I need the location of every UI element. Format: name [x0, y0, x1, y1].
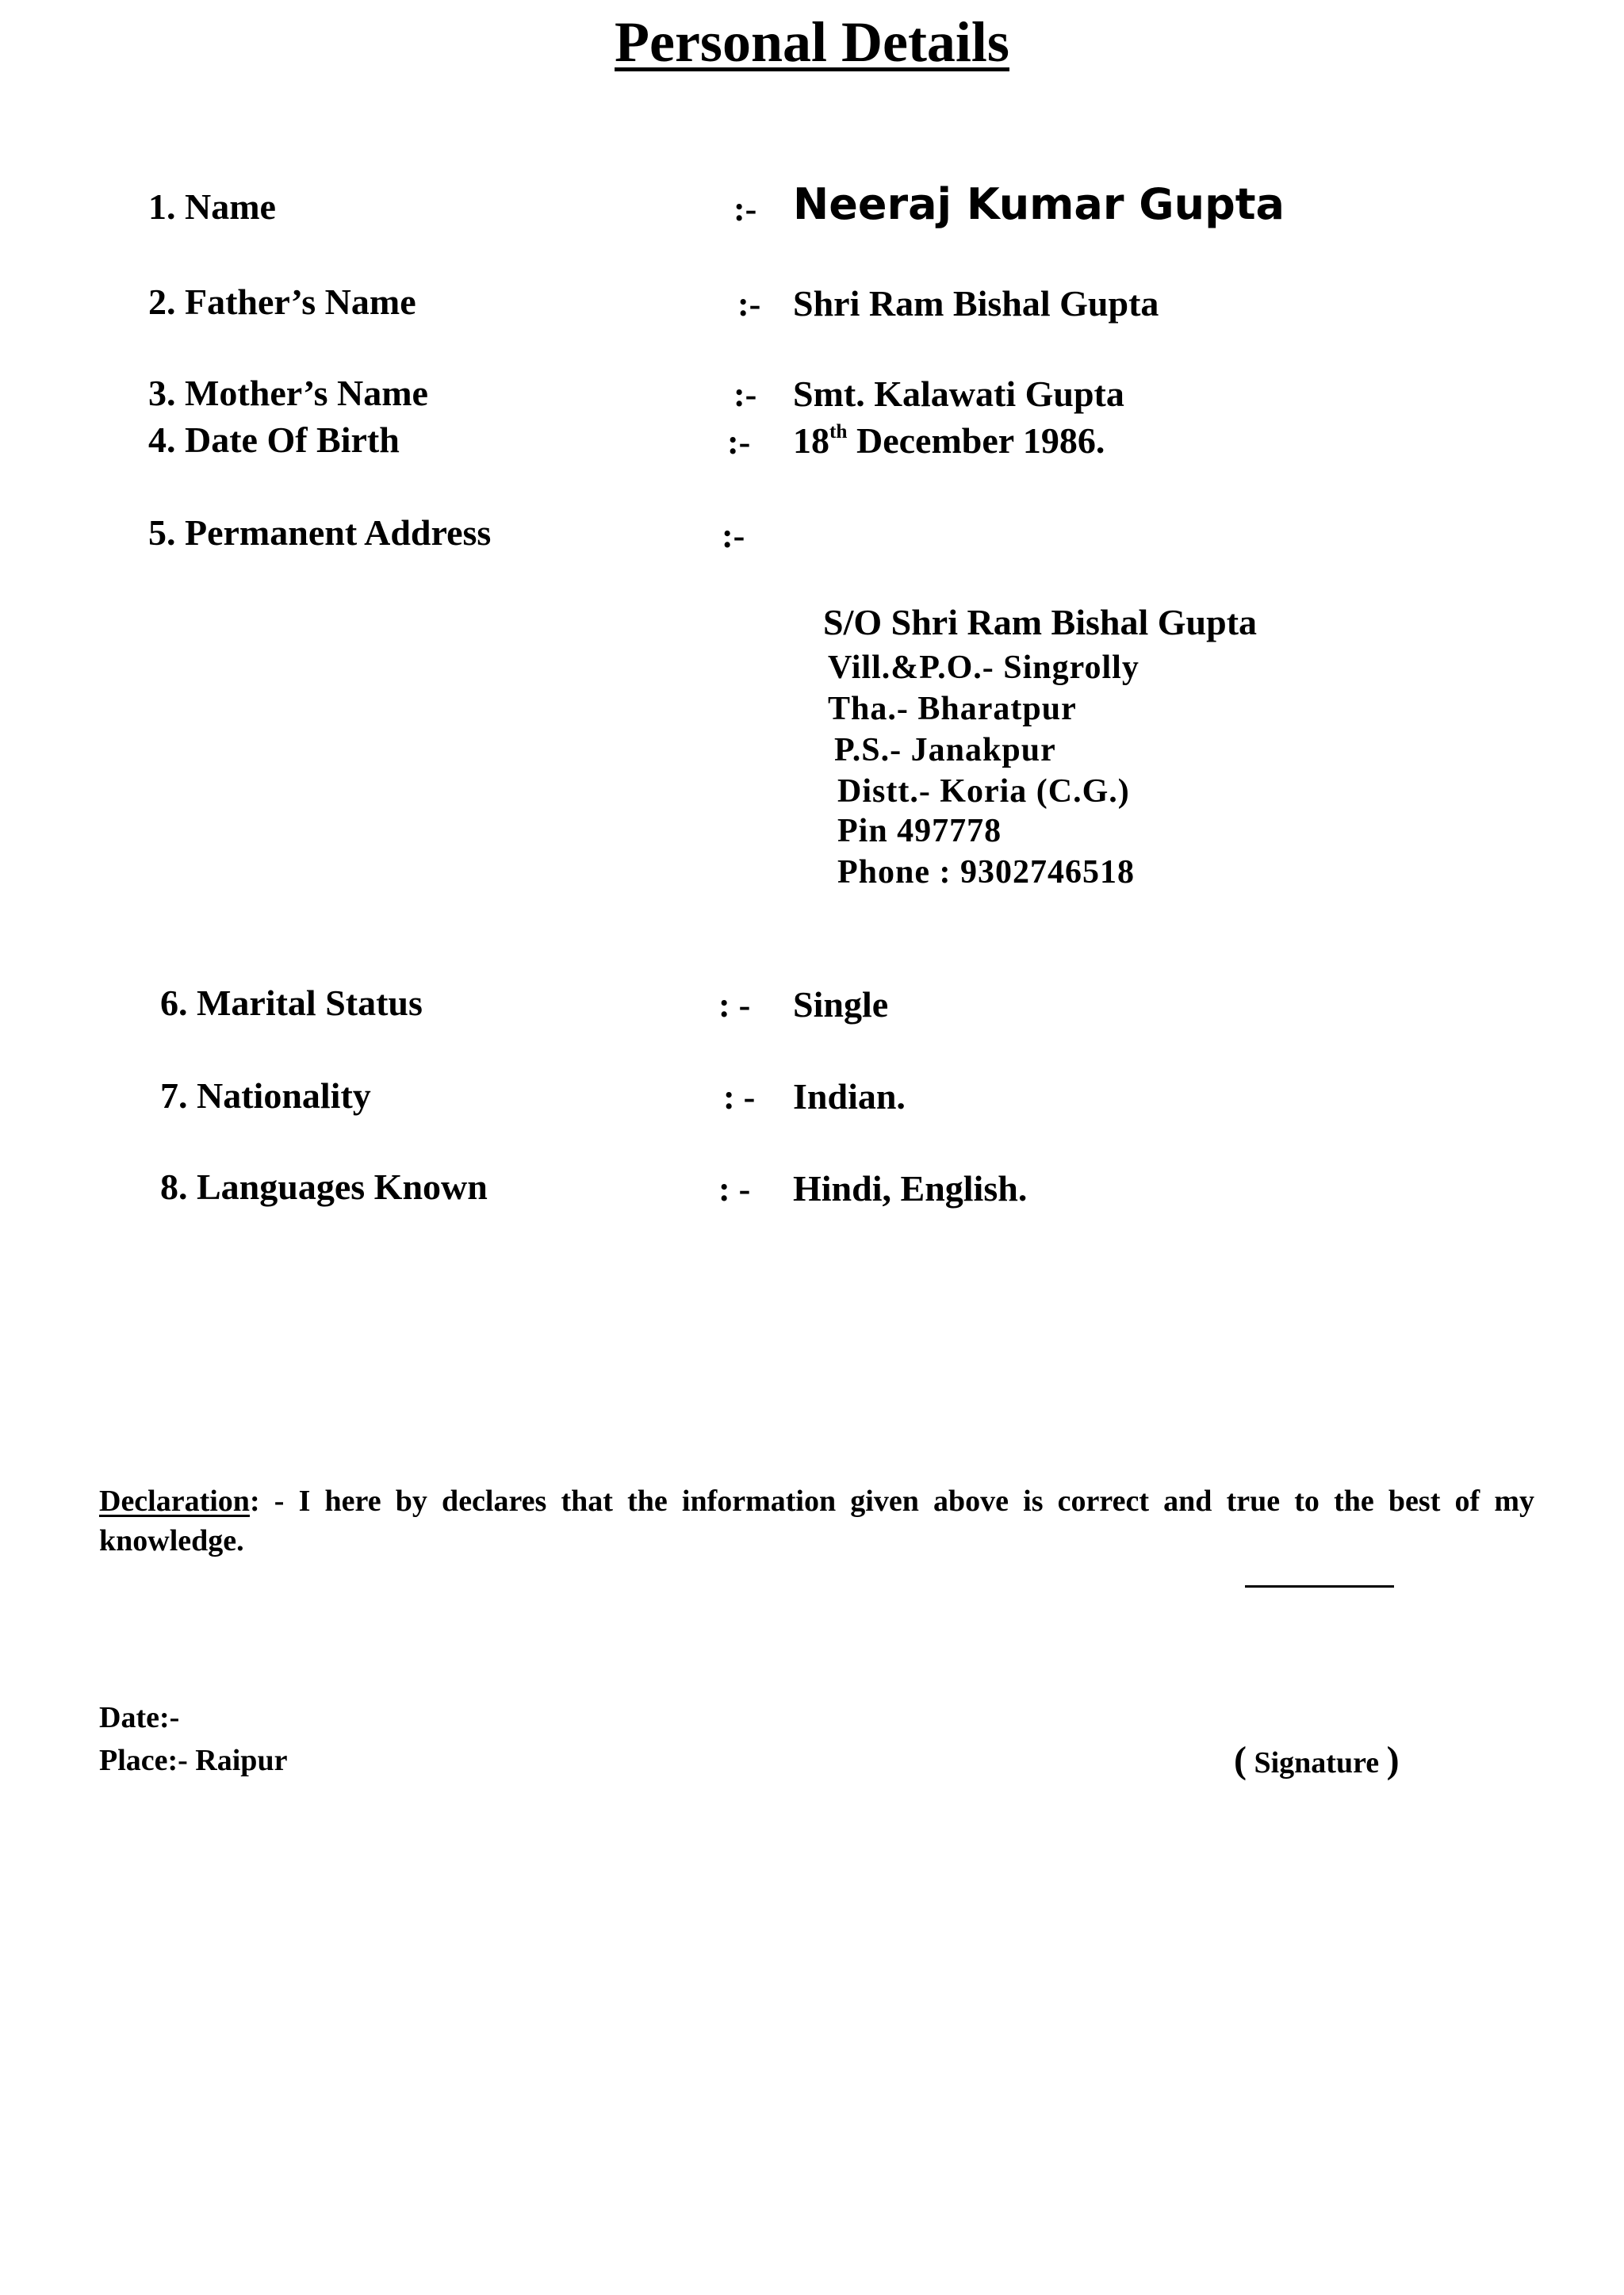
marital-status-value: Single: [793, 984, 889, 1025]
signature-text: Signature: [1246, 1746, 1387, 1780]
mother-name-label: 3. Mother’s Name: [148, 373, 428, 413]
dob-label: 4. Date Of Birth: [148, 420, 400, 460]
page-title: Personal Details: [615, 10, 1009, 74]
signature-close-paren: ): [1386, 1739, 1400, 1781]
address-line-7: Phone : 9302746518: [837, 854, 1135, 891]
nationality-label: 7. Nationality: [160, 1075, 371, 1116]
signature-open-paren: (: [1234, 1739, 1247, 1781]
languages-value: Hindi, English.: [793, 1168, 1028, 1209]
address-line-5: Distt.- Koria (C.G.): [837, 773, 1130, 810]
name-value: Neeraj Kumar Gupta: [793, 179, 1285, 229]
dob-day: 18: [793, 420, 829, 461]
address-line-6: Pin 497778: [837, 813, 1002, 849]
marital-status-label: 6. Marital Status: [160, 983, 423, 1023]
father-name-value: Shri Ram Bishal Gupta: [793, 283, 1159, 324]
place-label: Place:- Raipur: [99, 1744, 288, 1777]
signature-caption: [1234, 1738, 1400, 1782]
marital-status-separator: : -: [718, 986, 751, 1025]
address-separator: :-: [722, 516, 745, 555]
address-label: 5. Permanent Address: [148, 512, 492, 553]
declaration-text: : - I here by declares that the information given above is correct and true to the best of my knowledge.: [99, 1485, 1534, 1557]
name-separator: :-: [733, 190, 757, 228]
dob-separator: :-: [727, 423, 751, 462]
dob-value: [793, 420, 1105, 462]
address-line-2: Vill.&P.O.- Singrolly: [828, 649, 1139, 686]
languages-separator: : -: [718, 1170, 751, 1209]
mother-name-separator: :-: [733, 375, 757, 414]
nationality-value: Indian.: [793, 1076, 906, 1117]
mother-name-value: Smt. Kalawati Gupta: [793, 374, 1124, 414]
dob-rest: December 1986.: [847, 420, 1105, 461]
signature-line: [1245, 1585, 1394, 1588]
address-line-1: S/O Shri Ram Bishal Gupta: [823, 602, 1258, 642]
address-line-4: P.S.- Janakpur: [834, 732, 1056, 768]
father-name-label: 2. Father’s Name: [148, 282, 416, 322]
dob-suffix: th: [829, 420, 848, 443]
name-label: 1. Name: [148, 186, 276, 227]
languages-label: 8. Languages Known: [160, 1167, 488, 1207]
date-label: Date:-: [99, 1701, 180, 1734]
declaration: [99, 1481, 1534, 1561]
nationality-separator: : -: [723, 1078, 756, 1117]
declaration-label: Declaration: [99, 1485, 250, 1518]
father-name-separator: :-: [737, 285, 761, 324]
address-line-3: Tha.- Bharatpur: [828, 691, 1077, 727]
